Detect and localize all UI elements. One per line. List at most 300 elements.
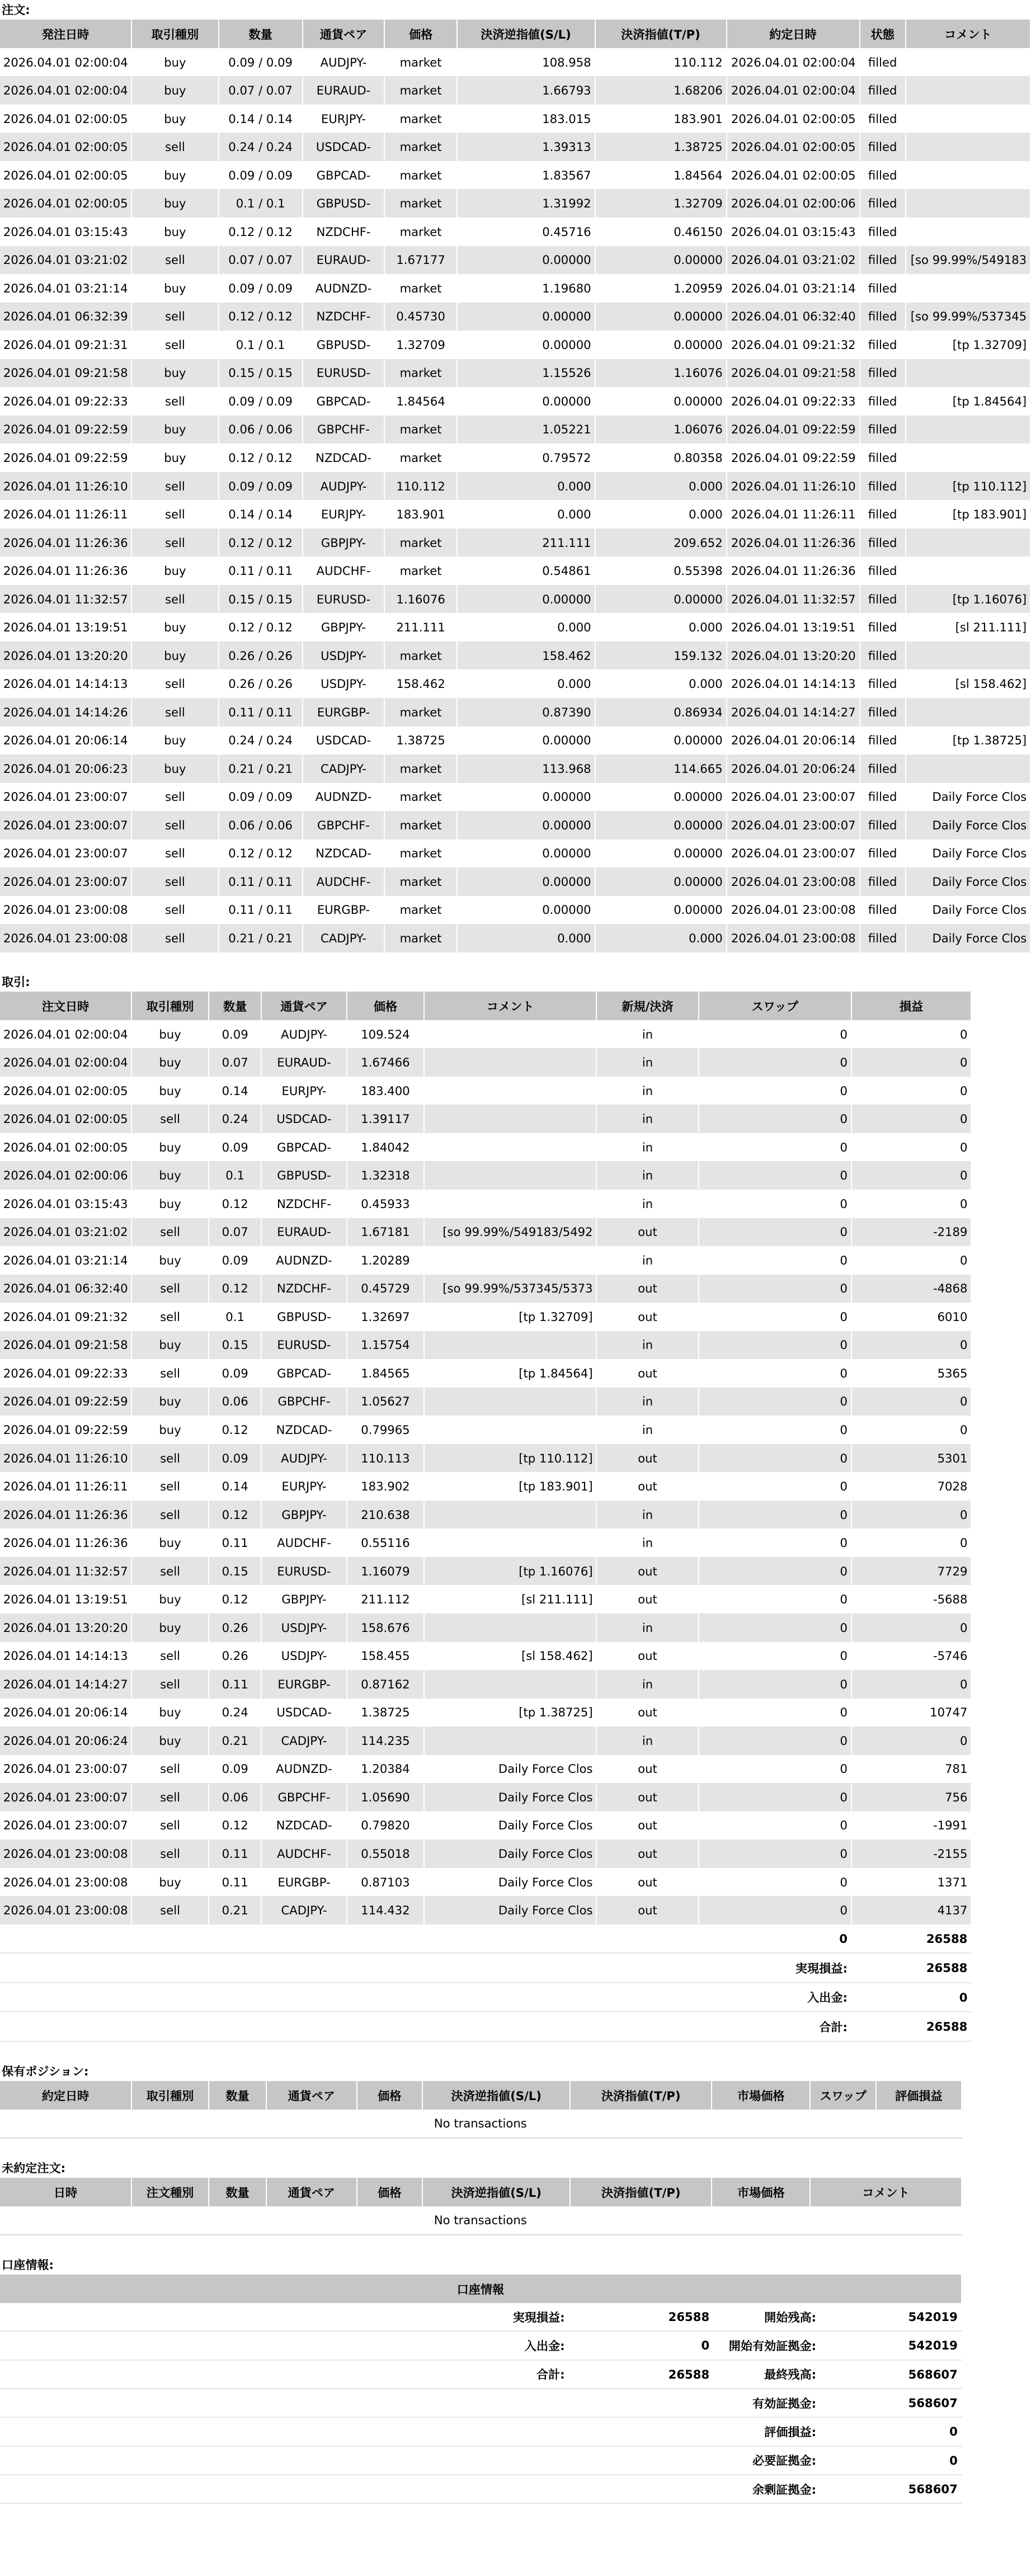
order-cell: 2026.04.01 02:00:05	[0, 161, 131, 190]
deal-cell: 0.79820	[347, 1811, 424, 1840]
order-cell: USDCAD-	[303, 726, 385, 755]
order-cell: 0.14 / 0.14	[219, 500, 303, 529]
order-cell: filled	[860, 48, 906, 77]
deal-cell: 2026.04.01 06:32:40	[0, 1275, 131, 1303]
order-cell: market	[384, 444, 456, 472]
order-cell: 2026.04.01 06:32:39	[0, 303, 131, 331]
order-cell: buy	[131, 613, 219, 641]
order-cell: buy	[131, 274, 219, 303]
order-cell: 2026.04.01 03:15:43	[727, 218, 860, 246]
order-cell: filled	[860, 500, 906, 529]
order-cell: 2026.04.01 11:26:36	[727, 529, 860, 557]
summary-value: 26588	[851, 2012, 971, 2041]
positions-table	[0, 2081, 962, 2138]
deal-cell: 5301	[851, 1444, 971, 1473]
positions-header-cell: 取引種別	[131, 2081, 209, 2110]
order-cell: filled	[860, 303, 906, 331]
order-cell: [so 99.99%/549183	[906, 246, 1030, 275]
deal-cell: GBPCHF-	[261, 1783, 347, 1811]
deal-cell: 2026.04.01 09:22:33	[0, 1359, 131, 1388]
deal-cell: in	[596, 1331, 698, 1360]
deal-cell: 0	[699, 1896, 851, 1924]
table-row	[0, 1048, 971, 1077]
table-row	[0, 274, 1030, 303]
deal-cell: out	[596, 1444, 698, 1473]
deal-cell: USDJPY-	[261, 1613, 347, 1642]
positions-empty: No transactions	[0, 2110, 962, 2138]
order-cell: 0.00000	[595, 867, 727, 896]
positions-header-cell: 価格	[357, 2081, 423, 2110]
deal-cell: 0	[699, 1303, 851, 1331]
empty-cell	[421, 2475, 568, 2503]
order-cell: GBPJPY-	[303, 613, 385, 641]
deal-cell: 0.12	[209, 1190, 261, 1218]
deal-cell	[424, 1331, 596, 1360]
order-cell: 1.84564	[384, 387, 456, 416]
account-left-value: 26588	[569, 2360, 714, 2389]
deal-cell	[424, 1416, 596, 1444]
order-cell	[906, 76, 1030, 105]
order-cell: 0.06 / 0.06	[219, 416, 303, 444]
deal-cell: buy	[131, 1699, 209, 1727]
order-cell: 2026.04.01 02:00:05	[727, 161, 860, 190]
table-row	[0, 1613, 971, 1642]
order-cell: buy	[131, 76, 219, 105]
deal-cell: 2026.04.01 11:32:57	[0, 1557, 131, 1586]
order-cell: 2026.04.01 11:26:10	[727, 472, 860, 501]
order-cell: filled	[860, 896, 906, 924]
order-cell: filled	[860, 189, 906, 218]
order-cell: 2026.04.01 02:00:04	[727, 76, 860, 105]
deal-cell: [tp 183.901]	[424, 1472, 596, 1501]
order-cell	[906, 274, 1030, 303]
deal-cell: in	[596, 1077, 698, 1105]
order-cell: 2026.04.01 23:00:07	[0, 783, 131, 812]
order-cell: 2026.04.01 23:00:08	[727, 867, 860, 896]
order-cell: 0.09 / 0.09	[219, 783, 303, 812]
deal-cell: 0.09	[209, 1755, 261, 1784]
order-cell: 2026.04.01 11:26:36	[0, 556, 131, 585]
order-cell: 2026.04.01 20:06:14	[0, 726, 131, 755]
order-cell: 113.968	[457, 754, 595, 783]
order-cell: 0.80358	[595, 444, 727, 472]
order-cell: 1.16076	[595, 359, 727, 388]
order-cell: market	[384, 867, 456, 896]
deal-cell: 0	[699, 1331, 851, 1360]
deal-cell: 0	[699, 1868, 851, 1896]
deal-cell: Daily Force Clos	[424, 1839, 596, 1868]
table-row	[0, 1388, 971, 1416]
order-cell: filled	[860, 246, 906, 275]
deal-cell: 0	[699, 1388, 851, 1416]
deal-cell: 114.235	[347, 1726, 424, 1755]
deal-cell: in	[596, 1388, 698, 1416]
deal-cell: in	[596, 1528, 698, 1557]
account-right-value: 0	[820, 2446, 962, 2475]
order-cell: [so 99.99%/537345	[906, 303, 1030, 331]
deal-cell: 2026.04.01 02:00:04	[0, 1020, 131, 1049]
order-cell: 2026.04.01 20:06:24	[727, 754, 860, 783]
order-cell: 0.00000	[595, 387, 727, 416]
table-row	[0, 1699, 971, 1727]
order-cell: 1.39313	[457, 133, 595, 161]
deal-cell: in	[596, 1048, 698, 1077]
order-cell: USDCAD-	[303, 133, 385, 161]
deal-cell: 114.432	[347, 1896, 424, 1924]
order-cell: 0.09 / 0.09	[219, 472, 303, 501]
deal-cell: 0.15	[209, 1331, 261, 1360]
order-cell: sell	[131, 133, 219, 161]
order-cell: 2026.04.01 03:21:02	[727, 246, 860, 275]
order-cell: GBPCAD-	[303, 161, 385, 190]
deal-cell: 1.32697	[347, 1303, 424, 1331]
order-cell: 1.38725	[384, 726, 456, 755]
order-cell: [tp 1.16076]	[906, 585, 1030, 614]
deal-cell: sell	[131, 1557, 209, 1586]
order-cell: 0.00000	[595, 811, 727, 839]
deal-cell: 210.638	[347, 1501, 424, 1529]
deal-cell: EURUSD-	[261, 1557, 347, 1586]
deals-header-cell: 新規/決済	[596, 992, 698, 1020]
account-right-label: 必要証拠金:	[713, 2446, 820, 2475]
table-row	[0, 924, 1030, 952]
deal-cell: buy	[131, 1190, 209, 1218]
order-cell: GBPUSD-	[303, 189, 385, 218]
deal-cell: 0.06	[209, 1783, 261, 1811]
deal-cell: in	[596, 1246, 698, 1275]
account-right-label: 評価損益:	[713, 2417, 820, 2446]
deal-cell: 2026.04.01 11:26:10	[0, 1444, 131, 1473]
deal-cell: sell	[131, 1670, 209, 1699]
order-cell: filled	[860, 105, 906, 133]
order-cell: Daily Force Clos	[906, 811, 1030, 839]
deal-cell: 0.11	[209, 1670, 261, 1699]
order-cell: 2026.04.01 13:19:51	[0, 613, 131, 641]
deal-cell: 1.84565	[347, 1359, 424, 1388]
order-cell: [tp 1.32709]	[906, 331, 1030, 359]
account-left-label: 合計:	[421, 2360, 568, 2389]
order-cell: buy	[131, 359, 219, 388]
order-cell: 2026.04.01 09:21:58	[0, 359, 131, 388]
order-cell	[906, 641, 1030, 670]
order-cell: 211.111	[384, 613, 456, 641]
deal-cell: out	[596, 1218, 698, 1247]
deal-cell	[424, 1528, 596, 1557]
deal-cell: 0	[699, 1105, 851, 1133]
deal-cell: sell	[131, 1755, 209, 1784]
order-cell	[906, 189, 1030, 218]
deal-cell: EURJPY-	[261, 1472, 347, 1501]
empty-cell	[347, 1924, 424, 1954]
deal-cell: 2026.04.01 11:26:36	[0, 1528, 131, 1557]
order-cell: 2026.04.01 03:15:43	[0, 218, 131, 246]
deal-cell: 2026.04.01 09:21:58	[0, 1331, 131, 1360]
deal-cell: 0	[699, 1077, 851, 1105]
order-cell: filled	[860, 556, 906, 585]
deal-cell: 0.45729	[347, 1275, 424, 1303]
account-row	[0, 2417, 962, 2446]
deal-cell: USDCAD-	[261, 1699, 347, 1727]
empty-cell	[131, 1924, 209, 1954]
order-cell: EURUSD-	[303, 359, 385, 388]
empty-cell	[0, 1953, 699, 1983]
positions-header-cell: 決済指値(T/P)	[570, 2081, 712, 2110]
account-row	[0, 2475, 962, 2503]
order-cell: 2026.04.01 23:00:08	[727, 924, 860, 952]
pending-header-cell: 価格	[357, 2178, 423, 2206]
order-cell: 0.21 / 0.21	[219, 924, 303, 952]
deal-cell	[424, 1670, 596, 1699]
deal-cell: 0	[699, 1613, 851, 1642]
deal-cell	[424, 1161, 596, 1190]
table-row	[0, 896, 1030, 924]
deal-cell: 2026.04.01 09:22:59	[0, 1388, 131, 1416]
table-row	[0, 811, 1030, 839]
orders-section-title: 注文:	[1, 3, 30, 17]
table-row	[0, 1161, 971, 1190]
order-cell	[906, 133, 1030, 161]
table-row	[0, 1105, 971, 1133]
deal-cell: 0	[699, 1246, 851, 1275]
table-row	[0, 1077, 971, 1105]
deal-cell: 0.1	[209, 1161, 261, 1190]
deal-cell: 0.09	[209, 1246, 261, 1275]
table-row	[0, 1783, 971, 1811]
table-row	[0, 839, 1030, 868]
pending-header-cell: コメント	[810, 2178, 961, 2206]
deal-cell: 0.1	[209, 1303, 261, 1331]
table-row	[0, 1501, 971, 1529]
deal-cell: 1.05627	[347, 1388, 424, 1416]
order-cell: EURGBP-	[303, 896, 385, 924]
order-cell: filled	[860, 472, 906, 501]
deal-cell: 0.07	[209, 1218, 261, 1247]
deal-cell: 0	[699, 1359, 851, 1388]
order-cell: [sl 211.111]	[906, 613, 1030, 641]
deal-cell: 2026.04.01 13:19:51	[0, 1585, 131, 1613]
empty-cell	[0, 2417, 421, 2446]
table-row	[0, 726, 1030, 755]
table-row	[0, 472, 1030, 501]
order-cell: market	[384, 641, 456, 670]
account-right-label: 有効証拠金:	[713, 2389, 820, 2417]
order-cell: 0.00000	[457, 246, 595, 275]
deal-cell: 0.12	[209, 1501, 261, 1529]
order-cell: 0.09 / 0.09	[219, 387, 303, 416]
orders-header-cell: 状態	[860, 20, 906, 48]
deal-cell: out	[596, 1783, 698, 1811]
summary-label: 合計:	[699, 2012, 851, 2041]
deal-cell: buy	[131, 1161, 209, 1190]
order-cell: market	[384, 556, 456, 585]
empty-cell	[261, 1924, 347, 1954]
order-cell: GBPCHF-	[303, 416, 385, 444]
deal-cell: EURGBP-	[261, 1868, 347, 1896]
deal-cell: 0.11	[209, 1839, 261, 1868]
table-row	[0, 133, 1030, 161]
order-cell: 2026.04.01 11:26:11	[727, 500, 860, 529]
order-cell: filled	[860, 924, 906, 952]
order-cell: AUDNZD-	[303, 783, 385, 812]
deal-cell: EURAUD-	[261, 1218, 347, 1247]
deal-cell: 0	[699, 1020, 851, 1049]
order-cell: 2026.04.01 03:21:02	[0, 246, 131, 275]
order-cell: CADJPY-	[303, 924, 385, 952]
deal-cell: 0.07	[209, 1048, 261, 1077]
deal-cell: 0.11	[209, 1868, 261, 1896]
order-cell: 0.26 / 0.26	[219, 669, 303, 698]
pending-table	[0, 2178, 962, 2235]
deal-cell: [tp 1.32709]	[424, 1303, 596, 1331]
deal-cell: sell	[131, 1105, 209, 1133]
deal-cell: 0.15	[209, 1557, 261, 1586]
order-cell: filled	[860, 613, 906, 641]
deal-cell: 2026.04.01 23:00:07	[0, 1811, 131, 1840]
deal-cell: out	[596, 1868, 698, 1896]
deal-cell: [so 99.99%/549183/5492	[424, 1218, 596, 1247]
deal-cell: NZDCHF-	[261, 1275, 347, 1303]
order-cell: filled	[860, 698, 906, 726]
empty-cell	[0, 2446, 421, 2475]
order-cell: buy	[131, 218, 219, 246]
order-cell: AUDCHF-	[303, 556, 385, 585]
deal-cell: 0	[851, 1331, 971, 1360]
order-cell: 1.32709	[595, 189, 727, 218]
order-cell	[906, 416, 1030, 444]
account-header: 口座情報	[0, 2275, 962, 2303]
order-cell: filled	[860, 133, 906, 161]
deal-cell: buy	[131, 1077, 209, 1105]
deal-cell: buy	[131, 1048, 209, 1077]
deal-cell: GBPCAD-	[261, 1359, 347, 1388]
deal-cell: in	[596, 1501, 698, 1529]
deal-cell: 1.32318	[347, 1161, 424, 1190]
order-cell: 2026.04.01 02:00:05	[727, 105, 860, 133]
deal-cell: CADJPY-	[261, 1896, 347, 1924]
summary-value: 26588	[851, 1953, 971, 1983]
deal-cell: GBPUSD-	[261, 1161, 347, 1190]
table-row	[0, 1416, 971, 1444]
order-cell: EURJPY-	[303, 500, 385, 529]
order-cell	[906, 754, 1030, 783]
deal-cell: 0.09	[209, 1020, 261, 1049]
order-cell: 0.45716	[457, 218, 595, 246]
table-row	[0, 1303, 971, 1331]
account-row	[0, 2446, 962, 2475]
order-cell: EURAUD-	[303, 76, 385, 105]
summary-value: 0	[851, 1983, 971, 2012]
order-cell: 2026.04.01 13:20:20	[727, 641, 860, 670]
order-cell: filled	[860, 274, 906, 303]
deal-cell: -4868	[851, 1275, 971, 1303]
order-cell: market	[384, 416, 456, 444]
deal-cell: GBPJPY-	[261, 1585, 347, 1613]
deal-cell: 10747	[851, 1699, 971, 1727]
deal-cell: 0	[699, 1218, 851, 1247]
order-cell: buy	[131, 189, 219, 218]
deal-cell: 0	[699, 1048, 851, 1077]
order-cell: 110.112	[595, 48, 727, 77]
table-row	[0, 641, 1030, 670]
deal-cell: EURUSD-	[261, 1331, 347, 1360]
order-cell: sell	[131, 585, 219, 614]
order-cell	[906, 48, 1030, 77]
order-cell: 0.00000	[457, 839, 595, 868]
deal-cell: 0	[699, 1190, 851, 1218]
deal-cell: AUDJPY-	[261, 1444, 347, 1473]
order-cell: 2026.04.01 23:00:08	[727, 896, 860, 924]
table-row	[0, 1275, 971, 1303]
order-cell: Daily Force Clos	[906, 924, 1030, 952]
order-cell: 0.86934	[595, 698, 727, 726]
deal-cell: 0	[699, 1726, 851, 1755]
order-cell: market	[384, 76, 456, 105]
deal-cell: 2026.04.01 02:00:04	[0, 1048, 131, 1077]
order-cell: 0.00000	[595, 303, 727, 331]
order-cell: 209.652	[595, 529, 727, 557]
order-cell: 183.901	[595, 105, 727, 133]
order-cell: AUDJPY-	[303, 48, 385, 77]
table-row	[0, 246, 1030, 275]
deal-cell: buy	[131, 1585, 209, 1613]
order-cell: 2026.04.01 09:22:33	[0, 387, 131, 416]
order-cell: 2026.04.01 23:00:07	[727, 839, 860, 868]
order-cell: AUDNZD-	[303, 274, 385, 303]
deal-cell: 2026.04.01 20:06:14	[0, 1699, 131, 1727]
order-cell: 0.55398	[595, 556, 727, 585]
order-cell: 1.05221	[457, 416, 595, 444]
order-cell: filled	[860, 387, 906, 416]
order-cell: sell	[131, 331, 219, 359]
deal-cell	[424, 1105, 596, 1133]
deals-header-cell: コメント	[424, 992, 596, 1020]
order-cell: 0.12 / 0.12	[219, 613, 303, 641]
deal-cell: buy	[131, 1331, 209, 1360]
deal-cell: 0	[851, 1501, 971, 1529]
deal-cell: 0.14	[209, 1472, 261, 1501]
deal-cell: 0.09	[209, 1133, 261, 1162]
deal-cell: 7028	[851, 1472, 971, 1501]
deal-cell: [sl 158.462]	[424, 1642, 596, 1671]
order-cell: market	[384, 896, 456, 924]
pending-header-cell: 決済指値(T/P)	[570, 2178, 712, 2206]
deal-cell: 0	[699, 1528, 851, 1557]
order-cell: sell	[131, 246, 219, 275]
deal-cell: 1.16079	[347, 1557, 424, 1586]
order-cell: 158.462	[384, 669, 456, 698]
total-swap: 0	[699, 1924, 851, 1954]
order-cell	[906, 698, 1030, 726]
deals-header-cell: 損益	[851, 992, 971, 1020]
order-cell: buy	[131, 416, 219, 444]
deal-cell	[424, 1726, 596, 1755]
deal-cell: 2026.04.01 02:00:05	[0, 1077, 131, 1105]
order-cell: 2026.04.01 02:00:05	[0, 189, 131, 218]
table-row	[0, 1528, 971, 1557]
table-row	[0, 867, 1030, 896]
order-cell: 0.79572	[457, 444, 595, 472]
deal-cell: NZDCHF-	[261, 1190, 347, 1218]
deal-cell: -2155	[851, 1839, 971, 1868]
order-cell: 1.32709	[384, 331, 456, 359]
empty-cell	[569, 2475, 714, 2503]
order-cell: 0.00000	[595, 585, 727, 614]
deal-cell: 2026.04.01 11:26:11	[0, 1472, 131, 1501]
order-cell: EURGBP-	[303, 698, 385, 726]
order-cell: buy	[131, 105, 219, 133]
deal-cell	[424, 1501, 596, 1529]
order-cell: 2026.04.01 20:06:23	[0, 754, 131, 783]
